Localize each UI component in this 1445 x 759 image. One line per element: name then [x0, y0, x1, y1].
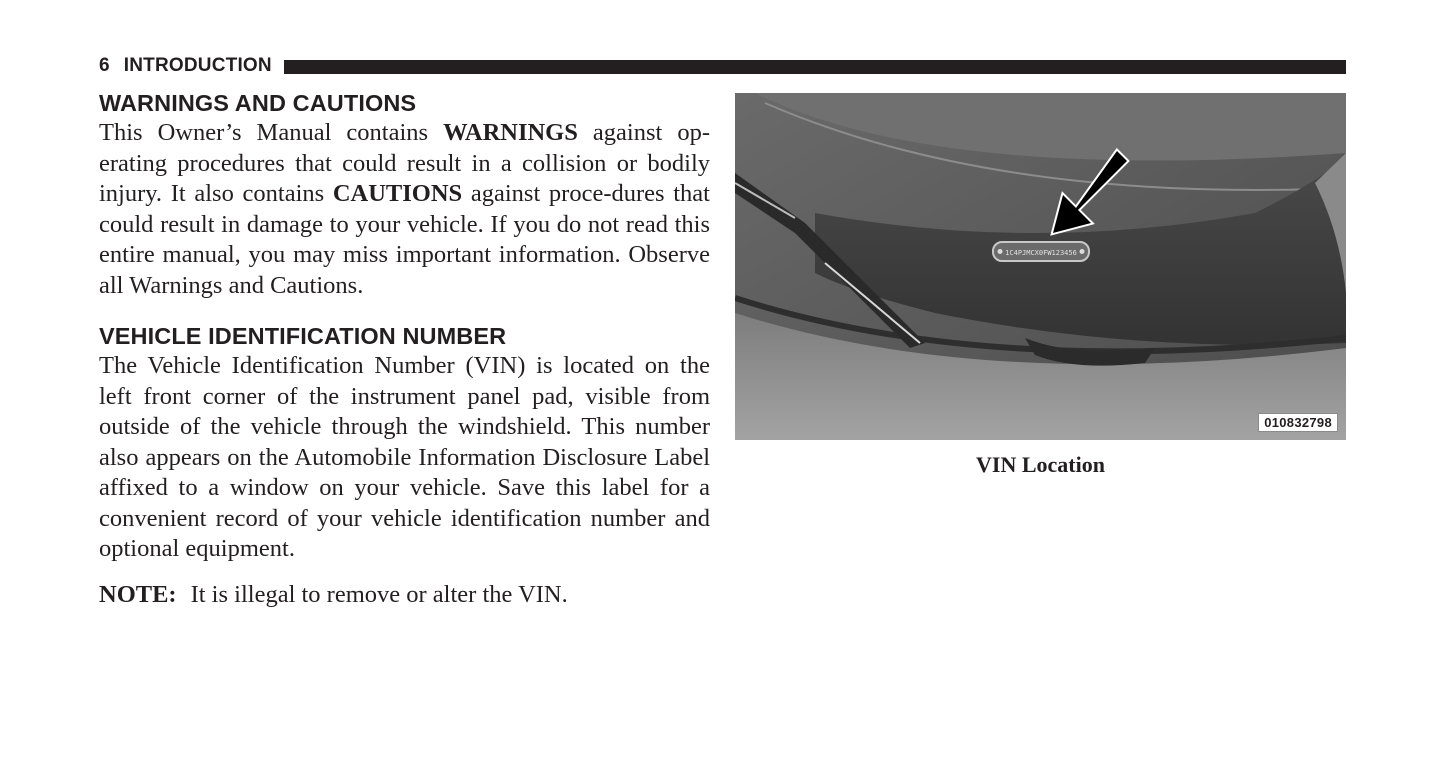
page-number: 6 — [99, 55, 110, 76]
vin-plate-rivet-left — [998, 249, 1003, 254]
vin-location-illustration — [735, 93, 1346, 440]
note-text: It is illegal to remove or alter the VIN. — [190, 580, 568, 608]
warnings-heading: WARNINGS AND CAUTIONS — [99, 90, 417, 116]
vin-plate-rivet-right — [1080, 249, 1085, 254]
warnings-paragraph — [99, 118, 710, 301]
note-label: NOTE: — [99, 580, 177, 608]
warnings-bold-term: WARNINGS — [443, 119, 578, 146]
page-header — [99, 54, 1346, 78]
figure-caption: VIN Location — [976, 452, 1105, 477]
cautions-bold-term: CAUTIONS — [332, 180, 463, 207]
header-rule — [284, 60, 1346, 74]
vin-plate-text: 1C4PJMCX0FW123456 — [1005, 249, 1077, 257]
warnings-text-2: against op-erating procedures that could result in a collision or bodily injury. It also contains — [99, 119, 710, 207]
note-paragraph — [99, 580, 710, 611]
vin-heading: VEHICLE IDENTIFICATION NUMBER — [99, 323, 507, 349]
section-title: INTRODUCTION — [123, 55, 272, 76]
warnings-text-1: This Owner’s Manual contains — [99, 119, 444, 146]
warnings-text-3: against proce-dures that could result in damage to your vehicle. If you do not read this entire manual, you may miss important information. Observe all Warnings and Cautions. — [99, 180, 710, 299]
vin-location-figure — [735, 93, 1346, 440]
vin-paragraph: The Vehicle Identification Number (VIN) is located on the left front corner of the instrument panel pad, visible from outside of the vehicle through the windshield. This number also appears on the Automobile Information Disclosure Label affixed to a window on your vehicle. Save this label for a convenient record of your vehicle identification number and optional equipment. — [99, 352, 710, 562]
main-text-column — [99, 88, 710, 610]
figure-id-label: 010832798 — [1258, 413, 1338, 432]
